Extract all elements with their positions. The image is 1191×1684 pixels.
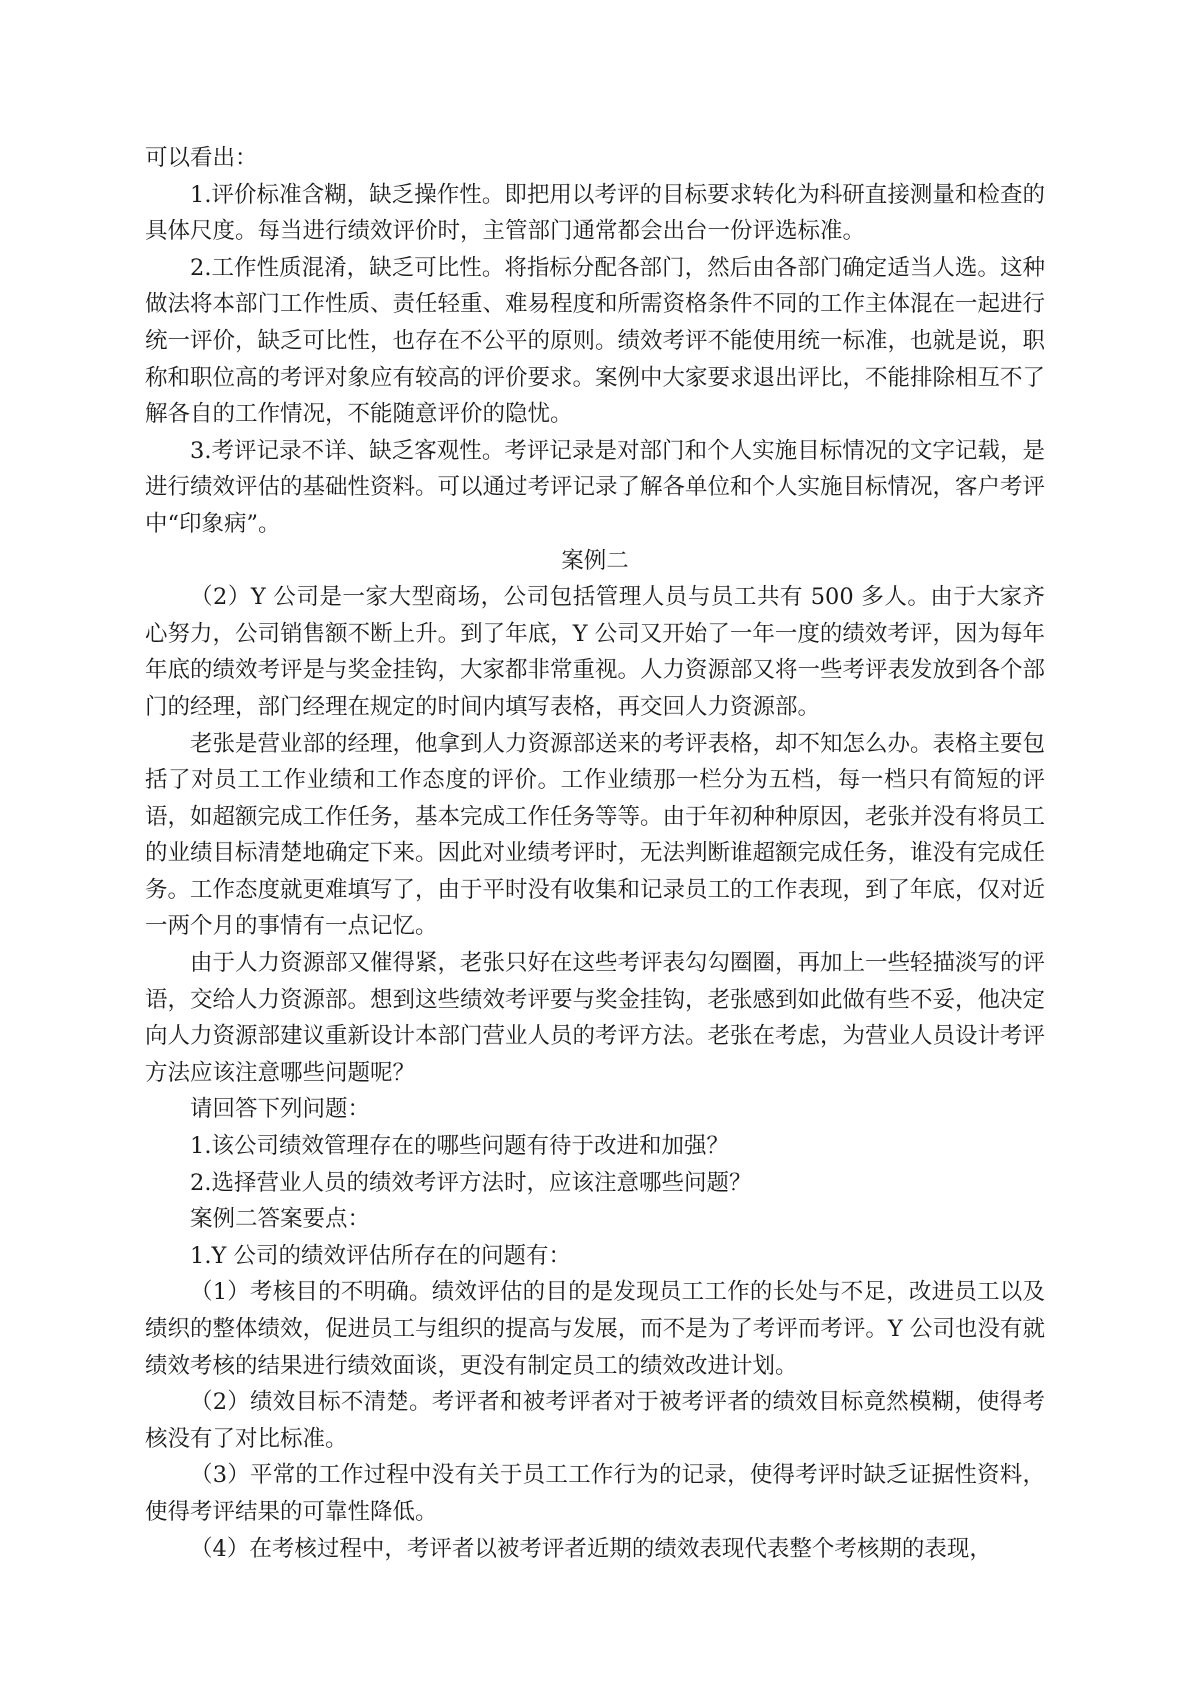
paragraph-lao-zhang-1: 老张是营业部的经理，他拿到人力资源部送来的考评表格，却不知怎么办。表格主要包括了对员工工作业绩和工作态度的评价。工作业绩那一栏分为五档，每一档只有简短的评语，如超额完成工作任务，基本完成工作任务等等。由于年初种种原因，老张并没有将员工的业绩目标清楚地确定下来。因此对业绩考评时，无法判断谁超额完成任务，谁没有完成任务。工作态度就更难填写了，由于平时没有收集和记录员工的工作表现，到了年底，仅对近一两个月的事情有一点记忆。 (145, 730, 1046, 940)
paragraph-case-2-intro: （2）Y 公司是一家大型商场，公司包括管理人员与员工共有 500 多人。由于大家齐心努力，公司销售额不断上升。到了年底，Y 公司又开始了一年一度的绩效考评，因为每年年底的绩效考评是与奖金挂钩，大家都非常重视。人力资源部又将一些考评表发放到各个部门的经理，部门经理在规定的时间内填写表格，再交回人力资源部。 (145, 584, 1046, 720)
paragraph-answer-1: 1.Y 公司的绩效评估所存在的问题有： (190, 1242, 571, 1269)
paragraph-point-2: 2.工作性质混淆，缺乏可比性。将指标分配各部门，然后由各部门确定适当人选。这种做法将本部门工作性质、责任轻重、难易程度和所需资格条件不同的工作主体混在一起进行统一评价，缺乏可比性，也存在不公平的原则。绩效考评不能使用统一标准，也就是说，职称和职位高的考评对象应有较高的评价要求。案例中大家要求退出评比，不能排除相互不了解各自的工作情况，不能随意评价的隐忧。 (145, 254, 1046, 428)
paragraph-lao-zhang-2: 由于人力资源部又催得紧，老张只好在这些考评表勾勾圈圈，再加上一些轻描淡写的评语，交给人力资源部。想到这些绩效考评要与奖金挂钩，老张感到如此做有些不妥，他决定向人力资源部建议重新设计本部门营业人员的考评方法。老张在考虑，为营业人员设计考评方法应该注意哪些问题呢？ (145, 950, 1046, 1086)
paragraph-answer-1-3: （3）平常的工作过程中没有关于员工工作行为的记录，使得考评时缺乏证据性资料，使得考评结果的可靠性降低。 (145, 1462, 1045, 1525)
document-page (145, 140, 1045, 1567)
section-heading-case-2: 案例二 (561, 547, 629, 574)
paragraph-answer-1-2: （2）绩效目标不清楚。考评者和被考评者对于被考评者的绩效目标竟然模糊，使得考核没有了对比标准。 (145, 1389, 1045, 1452)
paragraph-answer-heading: 案例二答案要点： (190, 1206, 371, 1233)
paragraph-point-1: 1.评价标准含糊，缺乏操作性。即把用以考评的目标要求转化为科研直接测量和检查的具体尺度。每当进行绩效评价时，主管部门通常都会出台一份评选标准。 (145, 181, 1045, 245)
paragraph-answer-1-1: （1）考核目的不明确。绩效评估的目的是发现员工工作的长处与不足，改进员工以及绩织的整体绩效，促进员工与组织的提高与发展，而不是为了考评而考评。Y 公司也没有就绩效考核的结果进行绩效面谈，更没有制定员工的绩效改进计划。 (145, 1279, 1045, 1379)
paragraph-question-1: 1.该公司绩效管理存在的哪些问题有待于改进和加强？ (190, 1133, 729, 1160)
paragraph-intro: 可以看出： (145, 145, 258, 171)
paragraph-point-3: 3.考评记录不详、缺乏客观性。考评记录是对部门和个人实施目标情况的文字记载，是进行绩效评估的基础性资料。可以通过考评记录了解各单位和个人实施目标情况，客户考评中“印象病”。 (145, 437, 1046, 537)
paragraph-question-2: 2.选择营业人员的绩效考评方法时，应该注意哪些问题？ (190, 1169, 752, 1196)
paragraph-answer-1-4: （4）在考核过程中，考评者以被考评者近期的绩效表现代表整个考核期的表现， (190, 1535, 992, 1562)
paragraph-questions-heading: 请回答下列问题： (190, 1096, 371, 1123)
